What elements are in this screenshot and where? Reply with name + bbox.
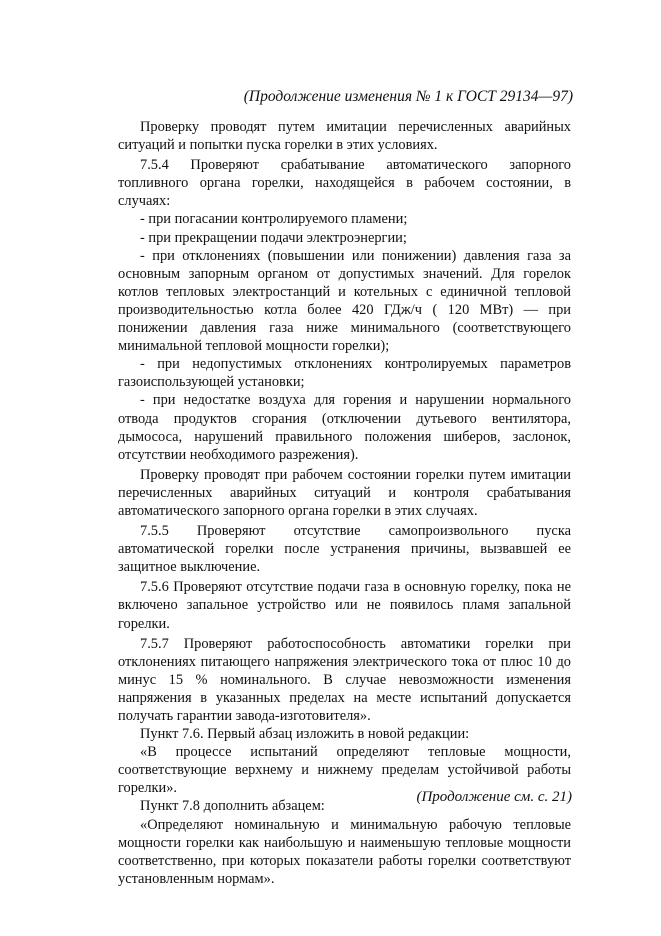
paragraph-7-5-4: 7.5.4 Проверяют срабатывание автоматического запорного топливного органа горелки, находящейся в рабочем состоянии, в случаях: <box>118 157 571 210</box>
paragraph-test-procedure: Проверку проводят путем имитации перечисленных аварийных ситуаций и попытки пуска горелки в этих условиях. <box>118 119 571 154</box>
paragraph-7-8-instruction: Пункт 7.8 дополнить абзацем: <box>140 798 325 815</box>
document-body <box>118 118 571 888</box>
paragraph-7-5-6: 7.5.6 Проверяют отсутствие подачи газа в основную горелку, пока не включено запальное устройство или не появилось пламя запальной горелки. <box>118 579 571 632</box>
list-item-power-loss: - при прекращении подачи электроэнергии; <box>140 229 407 246</box>
list-item-flame-out: - при погасании контролируемого пламени; <box>140 211 408 228</box>
continuation-footer: (Продолжение см. с. 21) <box>416 789 572 805</box>
list-item-pressure-deviation: - при отклонениях (повышении или понижении) давления газа за основным запорным органом от допустимых значений. Для горелок котлов тепловых электростанций и котельных с единичной тепловой производительностью котла более 420 ГДж/ч ( 120 МВт) — при понижении давления газа ниже минимального (соответствующего минимальной тепловой мощности горелки); <box>118 247 571 355</box>
paragraph-7-8-text: «Определяют номинальную и минимальную рабочую тепловые мощности горелки как наибольшую и наименьшую тепловые мощности соответственно, при которых показатели работы горелки соответствуют установленным нормам». <box>118 816 571 887</box>
paragraph-7-5-5: 7.5.5 Проверяют отсутствие самопроизвольного пуска автоматической горелки после устранения причины, вызвавшей ее защитное выключение. <box>118 523 571 576</box>
paragraph-7-6-text: «В процессе испытаний определяют тепловые мощности, соответствующие верхнему и нижнему пределам устойчивой работы горелки». <box>118 744 571 797</box>
paragraph-operating-test: Проверку проводят при рабочем состоянии горелки путем имитации перечисленных аварийных ситуаций и контроля срабатывания автоматического запорного органа горелки в этих случаях. <box>118 466 571 519</box>
list-item-air-shortage: - при недостатке воздуха для горения и нарушении нормального отвода продуктов сгорания (отключении дутьевого вентилятора, дымососа, нарушений правильного положения шиберов, заслонок, отсутствии необходимого разрежения). <box>118 392 571 463</box>
list-item-parameter-deviation: - при недопустимых отклонениях контролируемых параметров газоиспользующей установки; <box>118 356 571 391</box>
continuation-header: (Продолжение изменения № 1 к ГОСТ 29134—97) <box>243 88 573 105</box>
paragraph-7-6-instruction: Пункт 7.6. Первый абзац изложить в новой редакции: <box>140 726 470 743</box>
paragraph-7-5-7: 7.5.7 Проверяют работоспособность автоматики горелки при отклонениях питающего напряжения электрического тока от плюс 10 до минус 15 % номинального. В случае невозможности изменения напряжения в указанных пределах на месте испытаний допускается получать гарантии завода-изготовителя». <box>118 635 571 724</box>
